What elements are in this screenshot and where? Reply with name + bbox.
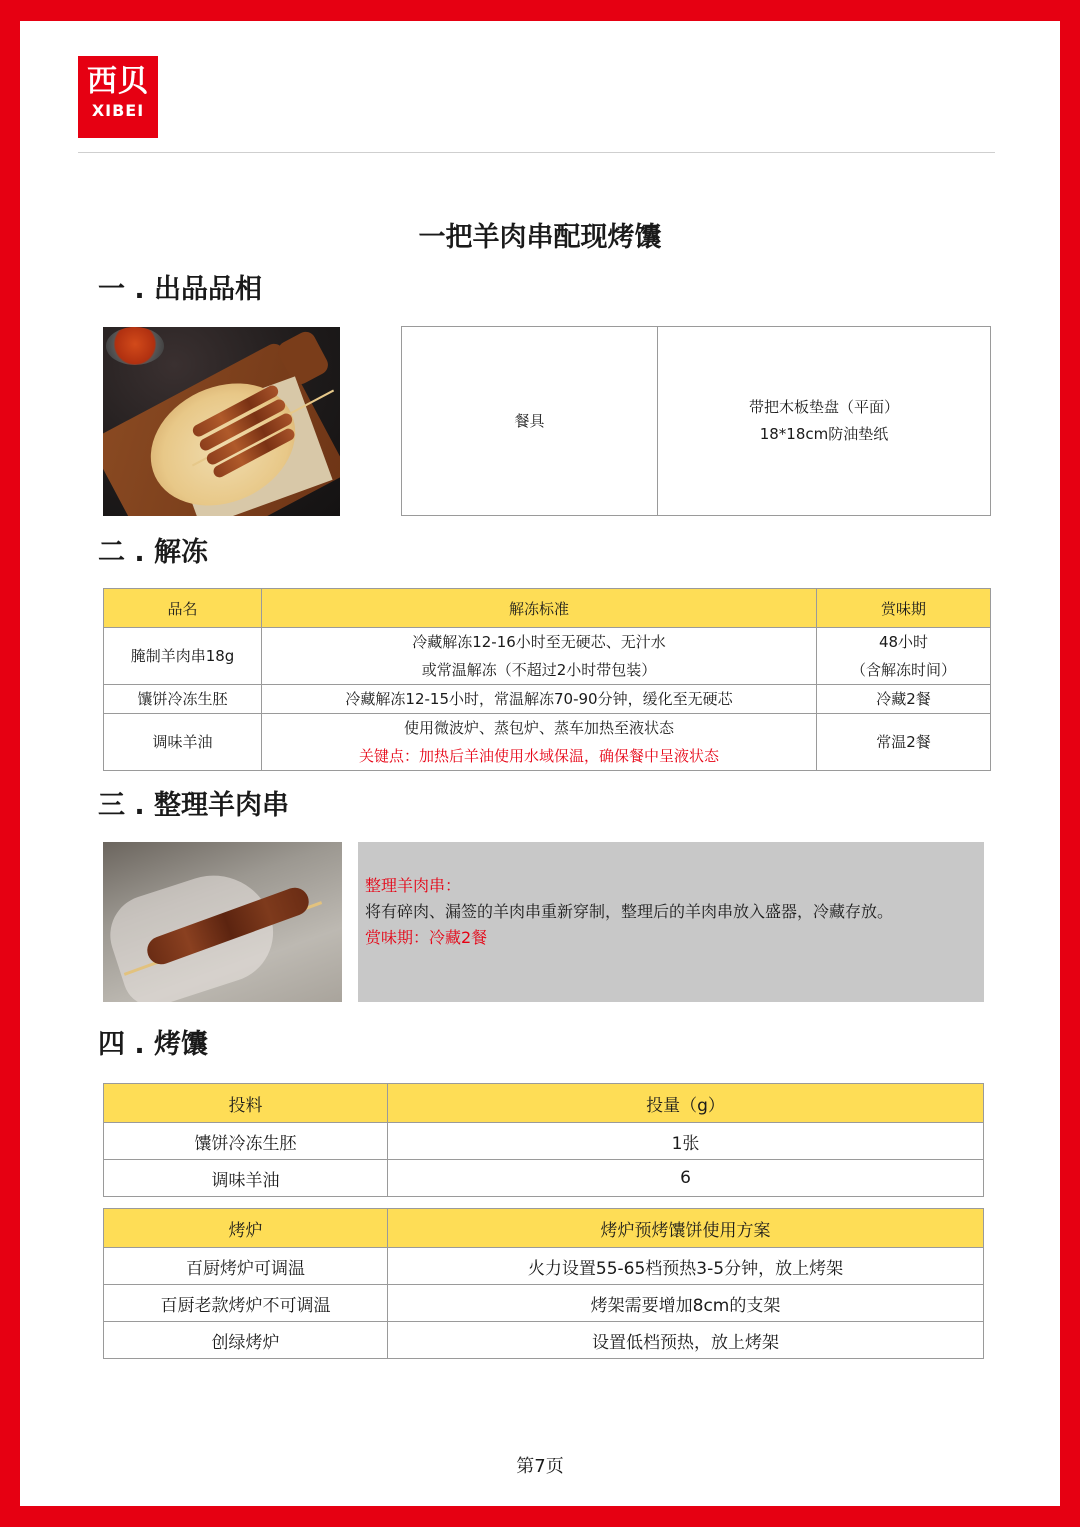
xibei-logo	[78, 56, 158, 138]
thaw-standard-line1: 冷藏解冻12-16小时至无硬芯、无汁水	[412, 633, 666, 651]
oven-name: 百厨老款烤炉不可调温	[104, 1285, 388, 1322]
oven-plan: 火力设置55-65档预热3-5分钟，放上烤架	[388, 1248, 984, 1285]
thaw-shelf-line1: 48小时	[878, 633, 929, 651]
section-heading-organize: 三 . 整理羊肉串	[98, 790, 290, 821]
thaw-item-name: 调味羊油	[104, 714, 262, 771]
thaw-item-standard	[262, 714, 817, 771]
ingredients-table	[103, 1083, 984, 1197]
organize-note-shelf: 赏味期：冷藏2餐	[365, 928, 488, 947]
ingredient-amount: 6	[388, 1160, 984, 1197]
thaw-item-shelf	[817, 628, 991, 685]
tableware-label: 餐具	[402, 327, 658, 516]
page-title: 一把羊肉串配现烤馕	[418, 222, 662, 253]
thaw-item-shelf: 常温2餐	[817, 714, 991, 771]
thaw-item-standard	[262, 628, 817, 685]
organize-note-body: 将有碎肉、漏签的羊肉串重新穿制，整理后的羊肉串放入盛器，冷藏存放。	[365, 902, 894, 921]
organize-note-heading: 整理羊肉串：	[365, 876, 462, 895]
lamb-skewer-dish-photo	[103, 327, 340, 516]
oven-header-plan: 烤炉预烤馕饼使用方案	[388, 1209, 984, 1248]
ingredient-name: 馕饼冷冻生胚	[104, 1123, 388, 1160]
section-heading-presentation: 一 . 出品品相	[98, 274, 263, 305]
thaw-table	[103, 588, 991, 771]
ingredients-header-item: 投料	[104, 1084, 388, 1123]
thaw-header-standard: 解冻标准	[262, 589, 817, 628]
table-row	[104, 1322, 984, 1359]
thaw-item-name: 腌制羊肉串18g	[104, 628, 262, 685]
tableware-value-line1: 带把木板垫盘（平面）	[748, 398, 899, 416]
logo-chinese: 西贝	[87, 64, 149, 99]
table-row	[104, 714, 991, 771]
header-divider	[78, 152, 995, 153]
table-row	[104, 628, 991, 685]
organizing-skewer-photo	[103, 842, 342, 1002]
ingredients-header-amount: 投量（g）	[388, 1084, 984, 1123]
section-heading-thaw: 二 . 解冻	[98, 537, 209, 568]
presentation-table	[401, 326, 991, 516]
table-row	[104, 1160, 984, 1197]
thaw-item-standard: 冷藏解冻12-15小时，常温解冻70-90分钟，缓化至无硬芯	[262, 685, 817, 714]
tableware-value-line2: 18*18cm防油垫纸	[759, 425, 889, 443]
logo-english: XIBEI	[91, 101, 145, 120]
section-heading-bake: 四 . 烤馕	[98, 1029, 209, 1060]
page-number: 第7页	[516, 1456, 564, 1477]
thaw-header-name: 品名	[104, 589, 262, 628]
spice-bowl	[106, 327, 164, 365]
table-row	[104, 685, 991, 714]
thaw-key-point: 关键点：加热后羊油使用水域保温，确保餐中呈液状态	[358, 747, 719, 765]
table-row	[104, 1123, 984, 1160]
thaw-standard-line2: 或常温解冻（不超过2小时带包装）	[421, 661, 657, 679]
thaw-header-shelf: 赏味期	[817, 589, 991, 628]
thaw-standard-line1: 使用微波炉、蒸包炉、蒸车加热至液状态	[403, 719, 674, 737]
oven-plan: 烤架需要增加8cm的支架	[388, 1285, 984, 1322]
organize-note-box	[358, 842, 984, 1002]
oven-header-oven: 烤炉	[104, 1209, 388, 1248]
tableware-value	[658, 327, 991, 516]
thaw-item-shelf: 冷藏2餐	[817, 685, 991, 714]
thaw-shelf-line2: （含解冻时间）	[850, 661, 956, 679]
oven-name: 创绿烤炉	[104, 1322, 388, 1359]
table-row	[104, 1248, 984, 1285]
thaw-item-name: 馕饼冷冻生胚	[104, 685, 262, 714]
ingredient-name: 调味羊油	[104, 1160, 388, 1197]
ingredient-amount: 1张	[388, 1123, 984, 1160]
table-row	[104, 1285, 984, 1322]
oven-table	[103, 1208, 984, 1359]
oven-plan: 设置低档预热，放上烤架	[388, 1322, 984, 1359]
oven-name: 百厨烤炉可调温	[104, 1248, 388, 1285]
